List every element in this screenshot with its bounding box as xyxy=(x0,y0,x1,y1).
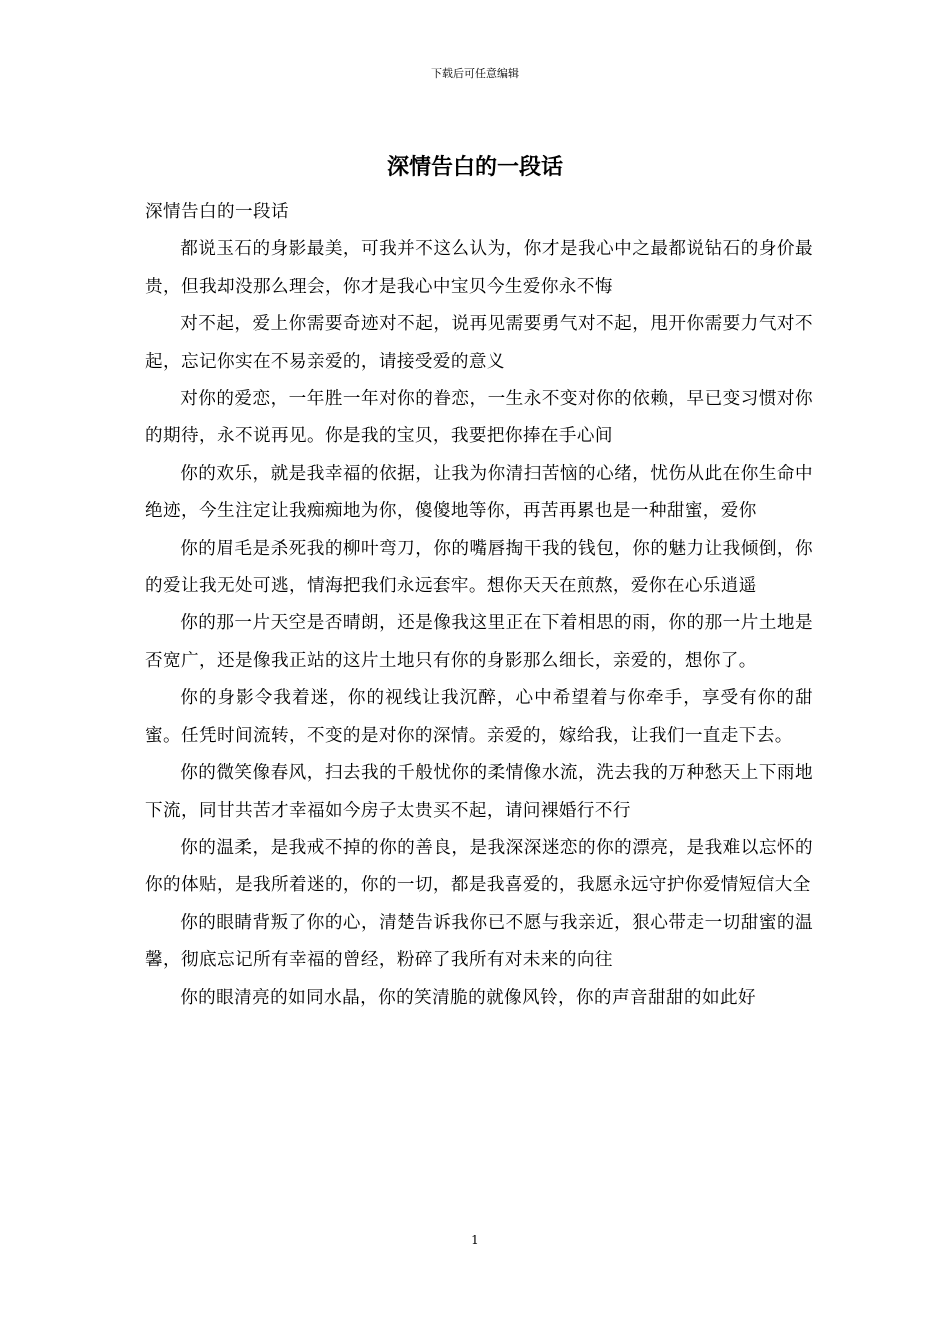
document-title: 深情告白的一段话 xyxy=(386,154,563,180)
paragraph: 都说玉石的身影最美，可我并不这么认为，你才是我心中之最都说钻石的身价最贵，但我却没那么理会，你才是我心中宝贝今生爱你永不悔 xyxy=(145,239,813,297)
paragraph: 对不起，爱上你需要奇迹对不起，说再见需要勇气对不起，甩开你需要力气对不起，忘记你实在不易亲爱的，请接受爱的意义 xyxy=(145,314,813,372)
paragraph: 对你的爱恋，一年胜一年对你的眷恋，一生永不变对你的依赖，早已变习惯对你的期待，永不说再见。你是我的宝贝，我要把你捧在手心间 xyxy=(145,389,813,447)
paragraph: 你的身影令我着迷，你的视线让我沉醉，心中希望着与你牵手，享受有你的甜蜜。任凭时间流转，不变的是对你的深情。亲爱的，嫁给我，让我们一直走下去。 xyxy=(145,688,813,746)
paragraph: 你的那一片天空是否晴朗，还是像我这里正在下着相思的雨，你的那一片土地是否宽广，还是像我正站的这片土地只有你的身影那么细长，亲爱的，想你了。 xyxy=(145,613,813,671)
subtitle: 深情告白的一段话 xyxy=(145,202,289,222)
paragraph: 你的眼清亮的如同水晶，你的笑清脆的就像风铃，你的声音甜甜的如此好 xyxy=(180,987,756,1008)
paragraph: 你的微笑像春风，扫去我的千般忧你的柔情像水流，洗去我的万种愁天上下雨地下流，同甘共苦才幸福如今房子太贵买不起，请问裸婚行不行 xyxy=(145,763,813,821)
header-note: 下载后可任意编辑 xyxy=(431,67,519,80)
paragraph: 你的欢乐，就是我幸福的依据，让我为你清扫苦恼的心绪，忧伤从此在你生命中绝迹，今生注定让我痴痴地为你，傻傻地等你，再苦再累也是一种甜蜜，爱你 xyxy=(145,463,813,522)
document-body xyxy=(145,194,813,1017)
paragraph: 你的眉毛是杀死我的柳叶弯刀，你的嘴唇掏干我的钱包，你的魅力让我倾倒，你的爱让我无处可逃，情海把我们永远套牢。想你天天在煎熬，爱你在心乐逍遥 xyxy=(145,538,813,597)
paragraph: 你的温柔，是我戒不掉的你的善良，是我深深迷恋的你的漂亮，是我难以忘怀的你的体贴，是我所着迷的，你的一切，都是我喜爱的，我愿永远守护你爱情短信大全 xyxy=(145,837,813,896)
paragraph: 你的眼睛背叛了你的心，清楚告诉我你已不愿与我亲近，狠心带走一切甜蜜的温馨，彻底忘记所有幸福的曾经，粉碎了我所有对未来的向往 xyxy=(145,912,813,971)
page-number: 1 xyxy=(471,1233,479,1247)
